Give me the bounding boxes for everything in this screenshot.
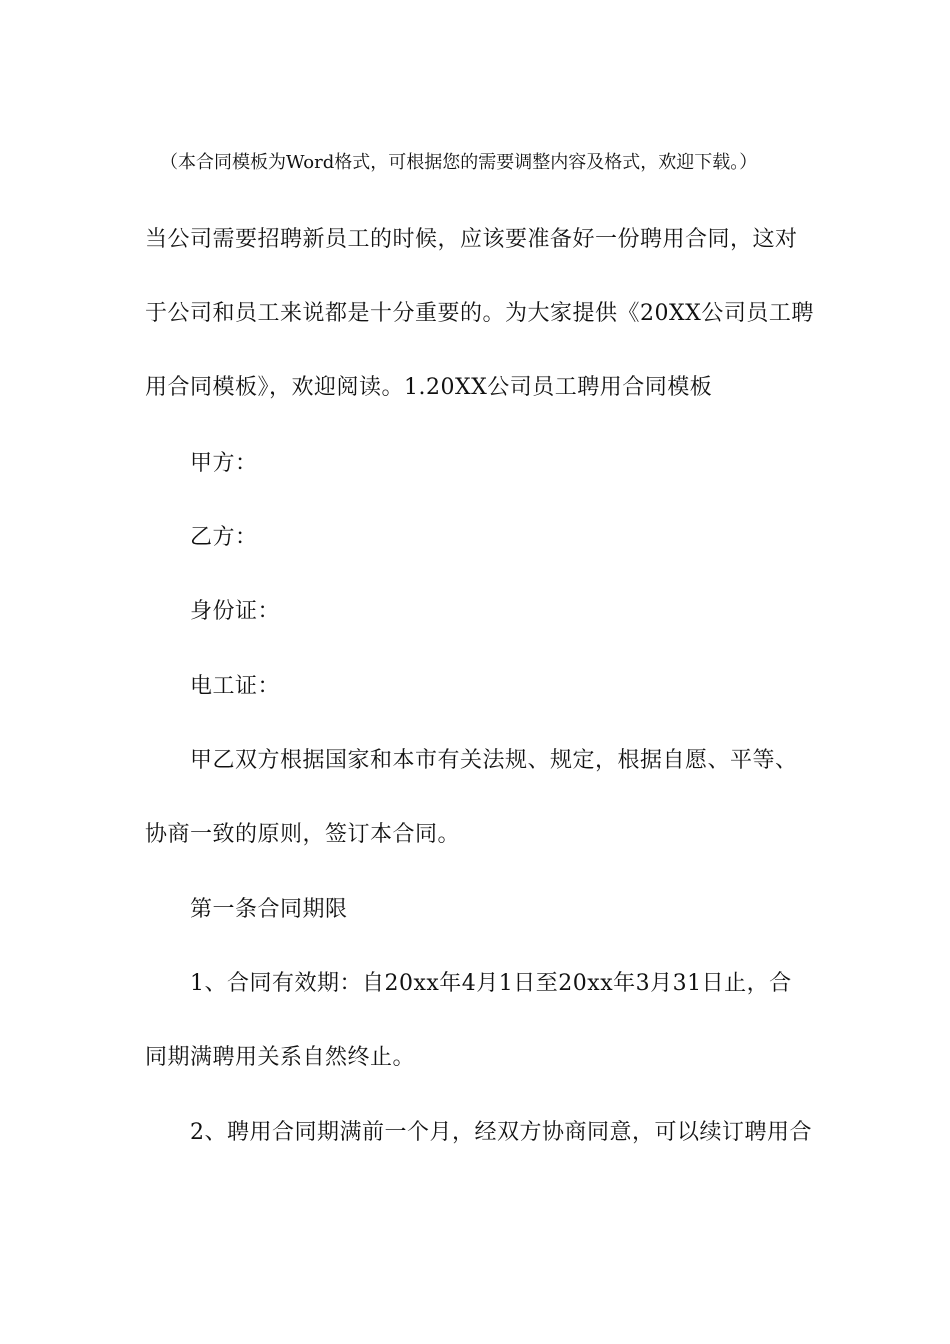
id-card-label: 身份证： [190, 599, 281, 624]
article-1-title: 第一条合同期限 [190, 897, 348, 922]
party-a-label: 甲方： [190, 451, 258, 476]
agreement-line-2: 协商一致的原则，签订本合同。 [145, 822, 461, 847]
clause-2-line-1: 2、聘用合同期满前一个月，经双方协商同意，可以续订聘用合 [190, 1120, 812, 1145]
intro-line-2: 于公司和员工来说都是十分重要的。为大家提供《20XX公司员工聘 [145, 301, 814, 326]
intro-line-1: 当公司需要招聘新员工的时候，应该要准备好一份聘用合同，这对 [145, 227, 798, 252]
clause-1-line-1: 1、合同有效期：自20xx年4月1日至20xx年3月31日止，合 [190, 971, 792, 996]
intro-line-3: 用合同模板》，欢迎阅读。1.20XX公司员工聘用合同模板 [145, 375, 713, 400]
electrician-cert-label: 电工证： [190, 674, 281, 699]
party-b-label: 乙方： [190, 525, 258, 550]
agreement-line-1: 甲乙双方根据国家和本市有关法规、规定，根据自愿、平等、 [190, 748, 798, 773]
template-notice: （本合同模板为Word格式，可根据您的需要调整内容及格式，欢迎下载。） [160, 152, 758, 173]
clause-1-line-2: 同期满聘用关系自然终止。 [145, 1045, 416, 1070]
